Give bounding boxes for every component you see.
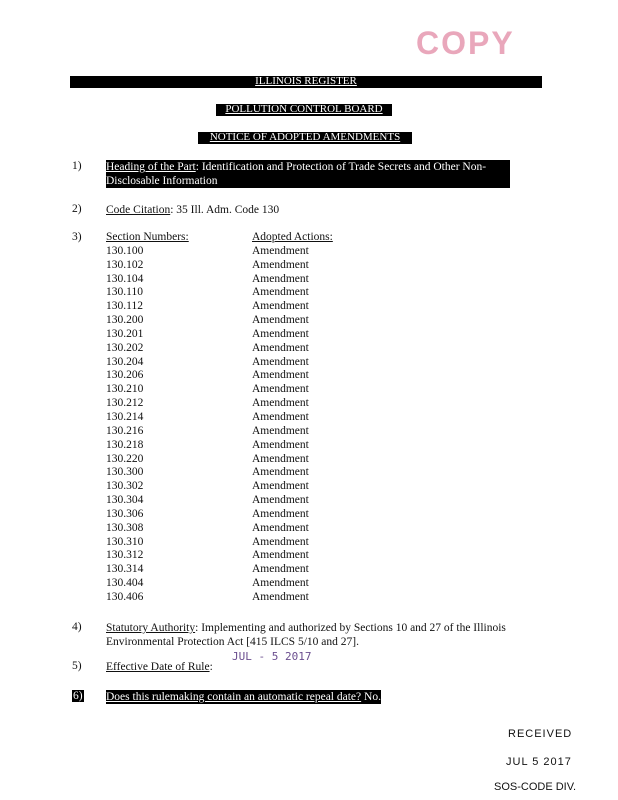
section-row (106, 508, 392, 522)
item-label: Does this rulemaking contain an automatic repeal date? (106, 691, 362, 703)
received-stamp-label: RECEIVED (508, 728, 573, 740)
section-action: Amendment (252, 272, 309, 285)
section-row (106, 411, 392, 425)
item-label: Heading of the Part (106, 161, 196, 173)
section-action: Amendment (252, 466, 309, 479)
section-row (106, 536, 392, 550)
section-number: 130.214 (106, 410, 144, 423)
section-number: 130.306 (106, 507, 144, 520)
section-number: 130.210 (106, 383, 144, 396)
section-number: 130.204 (106, 355, 144, 368)
section-number: 130.404 (106, 577, 144, 590)
section-number: 130.304 (106, 494, 144, 507)
section-action: Amendment (252, 355, 309, 368)
item-text: No. (361, 691, 381, 703)
section-row (106, 522, 392, 536)
item-number-5: 5) (72, 660, 82, 672)
section-row (106, 466, 392, 480)
section-number: 130.212 (106, 397, 144, 410)
item-text: : 35 Ill. Adm. Code 130 (170, 204, 280, 216)
item-statutory-authority (106, 621, 506, 649)
section-number: 130.206 (106, 369, 144, 382)
item-effective-date (106, 660, 213, 674)
section-row (106, 577, 392, 591)
item-number-6: 6) (73, 690, 83, 702)
section-action: Amendment (252, 314, 309, 327)
section-number: 130.300 (106, 466, 144, 479)
section-row (106, 342, 392, 356)
section-row (106, 439, 392, 453)
section-action: Amendment (252, 452, 309, 465)
section-number: 130.308 (106, 521, 144, 534)
item-heading-of-part (106, 160, 510, 188)
section-number: 130.314 (106, 563, 144, 576)
adopted-actions-heading: Adopted Actions: (252, 231, 333, 243)
section-row (106, 383, 392, 397)
section-number: 130.100 (106, 244, 144, 257)
section-action: Amendment (252, 549, 309, 562)
item-automatic-repeal (106, 690, 381, 704)
section-row (106, 259, 392, 273)
section-row (106, 273, 392, 287)
copy-stamp: COPY (416, 25, 515, 61)
section-number: 130.312 (106, 549, 144, 562)
section-row (106, 591, 392, 605)
section-row (106, 328, 392, 342)
item-code-citation (106, 203, 279, 217)
section-action: Amendment (252, 535, 309, 548)
section-action: Amendment (252, 424, 309, 437)
section-action: Amendment (252, 341, 309, 354)
section-number: 130.220 (106, 452, 144, 465)
section-numbers-heading: Section Numbers: (106, 231, 189, 243)
section-action: Amendment (252, 369, 309, 382)
item-label: Effective Date of Rule (106, 661, 210, 673)
received-stamp-division: SOS-CODE DIV. (494, 781, 577, 793)
section-number: 130.102 (106, 258, 144, 271)
section-action: Amendment (252, 521, 309, 534)
section-number: 130.110 (106, 286, 143, 299)
effective-date-stamp: JUL - 5 2017 (232, 650, 312, 663)
section-action: Amendment (252, 300, 309, 313)
item-number-1: 1) (72, 160, 82, 172)
section-row (106, 286, 392, 300)
section-number: 130.202 (106, 341, 144, 354)
section-row (106, 369, 392, 383)
section-number: 130.216 (106, 424, 144, 437)
section-row (106, 453, 392, 467)
section-row (106, 480, 392, 494)
section-row (106, 563, 392, 577)
register-title: ILLINOIS REGISTER (70, 76, 542, 88)
agency-title: POLLUTION CONTROL BOARD (216, 104, 392, 116)
section-action: Amendment (252, 563, 309, 576)
section-row (106, 494, 392, 508)
section-action: Amendment (252, 244, 309, 257)
section-action: Amendment (252, 438, 309, 451)
section-number: 130.406 (106, 590, 144, 603)
section-action: Amendment (252, 507, 309, 520)
section-number: 130.302 (106, 480, 144, 493)
section-table (106, 231, 392, 605)
section-row (106, 245, 392, 259)
section-number: 130.112 (106, 300, 143, 313)
section-row (106, 314, 392, 328)
item-label: Code Citation (106, 204, 171, 216)
section-action: Amendment (252, 577, 309, 590)
section-row (106, 300, 392, 314)
item-text: : Identification and Protection of Trade Secrets and Other Non-Disclosable Information (106, 161, 487, 187)
section-row (106, 397, 392, 411)
section-action: Amendment (252, 410, 309, 423)
section-row (106, 425, 392, 439)
section-action: Amendment (252, 327, 309, 340)
item-number-3: 3) (72, 231, 82, 243)
section-rows (106, 245, 392, 605)
section-number: 130.218 (106, 438, 144, 451)
item-label: Statutory Authority (106, 622, 196, 634)
section-row (106, 356, 392, 370)
section-action: Amendment (252, 383, 309, 396)
received-stamp-date: JUL 5 2017 (506, 756, 572, 768)
notice-title: NOTICE OF ADOPTED AMENDMENTS (198, 132, 412, 144)
section-number: 130.104 (106, 272, 144, 285)
item-text: : (209, 661, 213, 673)
item-number-4: 4) (72, 621, 82, 633)
section-action: Amendment (252, 286, 309, 299)
section-number: 130.201 (106, 327, 144, 340)
item-number-2: 2) (72, 203, 82, 215)
section-action: Amendment (252, 258, 309, 271)
section-action: Amendment (252, 397, 309, 410)
section-number: 130.200 (106, 314, 144, 327)
section-action: Amendment (252, 494, 309, 507)
section-action: Amendment (252, 590, 309, 603)
section-number: 130.310 (106, 535, 144, 548)
section-table-header (106, 231, 392, 245)
item-text: : Implementing and authorized by Sections 10 and 27 of the Illinois Environmental Protection Act [415 ILCS 5/10 and 27]. (106, 622, 506, 648)
section-action: Amendment (252, 480, 309, 493)
section-row (106, 549, 392, 563)
